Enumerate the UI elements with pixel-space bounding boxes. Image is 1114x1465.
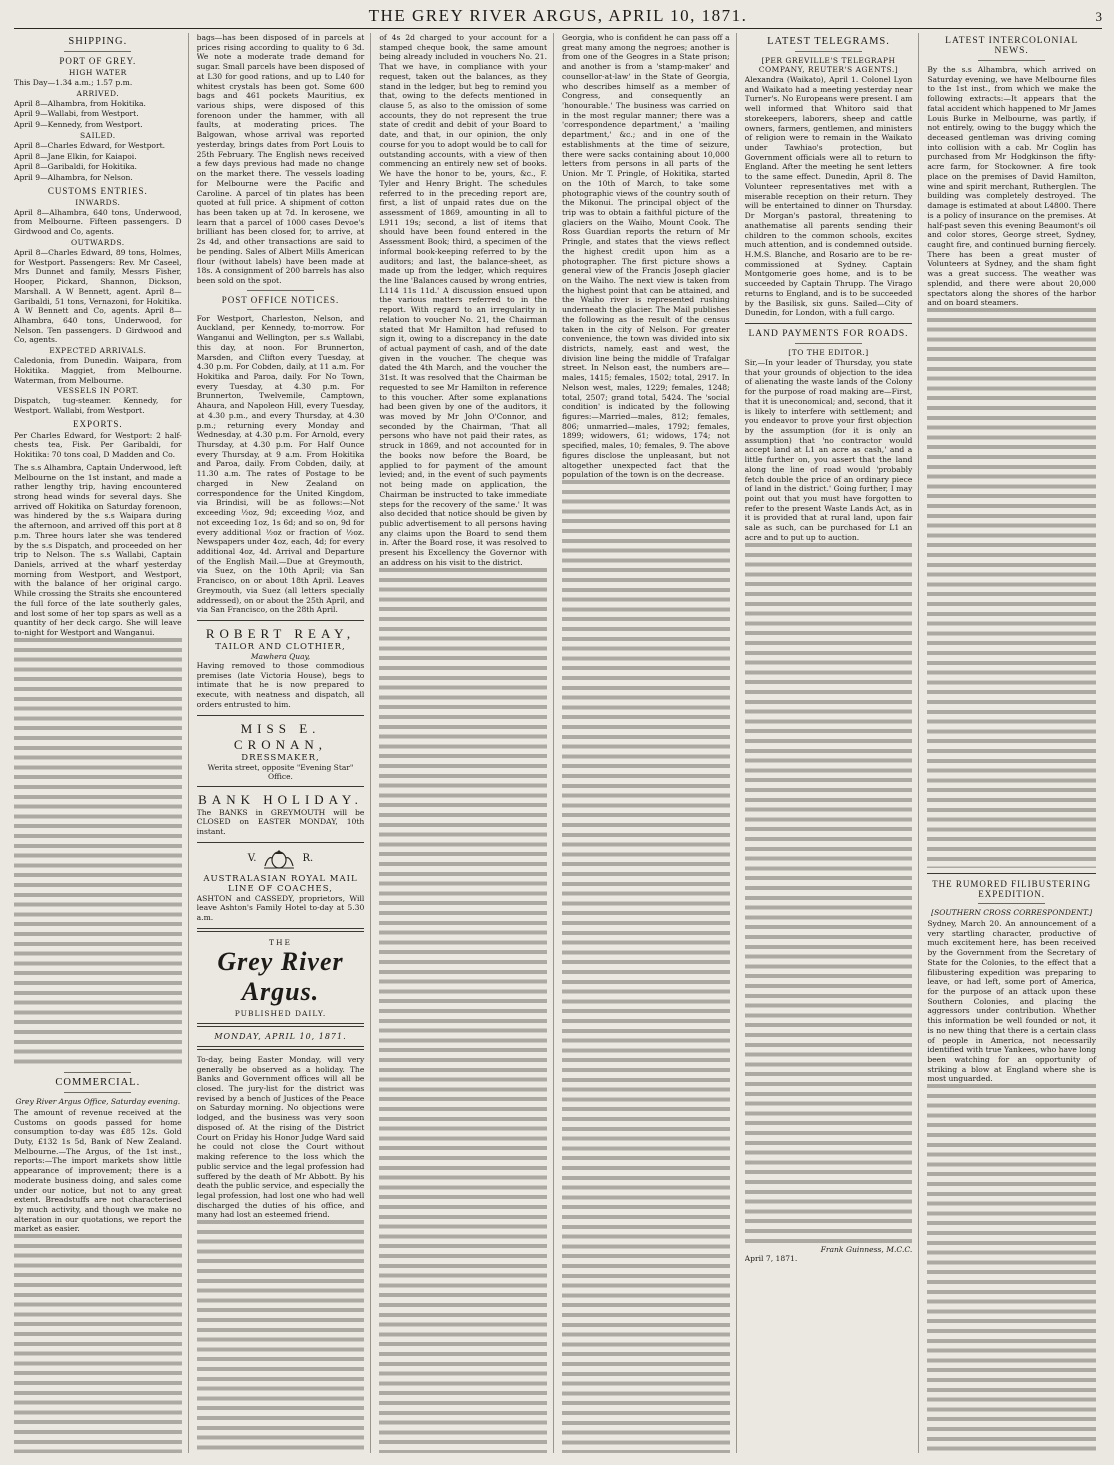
column-4 bbox=[562, 33, 737, 1453]
divider bbox=[745, 323, 913, 324]
intercolonial-heading: LATEST INTERCOLONIAL NEWS. bbox=[945, 36, 1079, 56]
high-water-heading: HIGH WATER bbox=[68, 68, 127, 77]
arrived-heading: ARRIVED. bbox=[76, 88, 120, 98]
filibuster-source: [SOUTHERN CROSS CORRESPONDENT.] bbox=[931, 907, 1093, 917]
telegrams-heading: LATEST TELEGRAMS. bbox=[767, 36, 890, 47]
divider bbox=[795, 51, 862, 52]
paper-title bbox=[197, 938, 365, 1007]
inwards-heading: INWARDS. bbox=[75, 197, 121, 207]
vessels-text: Dispatch, tug-steamer. Kennedy, for Westport. Wallabi, from Westport. bbox=[14, 396, 182, 415]
commercial-heading: COMMERCIAL. bbox=[55, 1076, 141, 1088]
high-water-times: This Day—1.34 a.m.; 1.57 p.m. bbox=[14, 78, 133, 87]
shipping-story: The s.s Alhambra, Captain Underwood, left Melbourne on the 1st instant, and made a rather lengthy trip, having encountered strong head winds for several days. She arrived off Hokitika on Saturday forenoon, was hindered by the s.s Waipara during the afternoon, and arrived off this port at 8 p.m. Three hours later she was tendered by the s.s Dispatch, and proceeded on her trip to Nelson. The s.s Wallabi, Captain Daniels, arrived at the wharf yesterday morning from Westport, and Westport, with the balance of her original cargo. While crossing the Straits she encountered the full force of the late southerly gales, and lost some of her top spars as well as a quantity of her deck cargo. She will leave to-night for Westport and Wanganui. bbox=[14, 462, 182, 638]
port-heading: PORT OF GREY. bbox=[59, 56, 137, 66]
post-office-text: For Westport, Charleston, Nelson, and Auckland, per Kennedy, to-morrow. For Wanganui and Wellington, per s.s Wallabi, this day, at noon. For Brunnerton, Marsden, and Clifton every Tuesday, at 4.30 p.m. For Cobden, daily, at 11 a.m. For Hokitika and Paroa, daily. For No Town, every Tuesday, at 4.30 p.m. For Brunnerton, Twelvemile, Camptown, Ahaura, and Napoleon Hill, every Tuesday, at 4.30 p.m., and every Thursday, at 4.30 p.m.; returning every Monday and Wednesday, at 4.30 p.m. For Arnold, every Thursday, at 4.30 p.m. For Half Ounce every Thursday, at 9 a.m. From Hokitika and Paroa, daily. From Cobden, daily, at 11.30 a.m. The rates of Postage to be charged in New Zealand on correspondence for the United Kingdom, via Brindisi, will be as follows:—Not exceeding ½oz, 9d; exceeding ½oz, and not exceeding 1oz, 1s 6d; and so on, 9d for every additional ½oz or fraction of ½oz. Newspapers under 4oz, each, 4d; for every additional 4oz, 4d. Arrival and Departure of the English Mail.—Due at Greymouth, via Suez, on the 10th April; via San Francisco, on or about 18th April. Leaves Greymouth, via Suez (all letters specially addressed), on or about the 25th April, and via San Francisco, on the 28th April. bbox=[196, 313, 365, 615]
issue-date: MONDAY, APRIL 10, 1871. bbox=[214, 1031, 347, 1041]
letter-signature: Frank Guinness, M.C.C. bbox=[820, 1244, 913, 1254]
divider bbox=[197, 715, 365, 716]
divider bbox=[247, 290, 314, 291]
letter-date: April 7, 1871. bbox=[744, 1253, 798, 1263]
land-payments-continued bbox=[745, 543, 913, 1243]
masthead bbox=[14, 6, 1102, 29]
ad-name: BANK HOLIDAY. bbox=[198, 791, 363, 807]
exports-heading: EXPORTS. bbox=[72, 418, 123, 429]
divider bbox=[795, 343, 862, 344]
column-2 bbox=[197, 33, 372, 1453]
ad-body: Having removed to those commodious premises (late Victoria House), begs to intimate that he is now prepared to execute, with neatness and dispatch, all orders entrusted to him. bbox=[196, 660, 365, 709]
divider bbox=[197, 620, 365, 621]
divider bbox=[64, 1092, 131, 1093]
divider bbox=[197, 1046, 365, 1050]
news-items-continued bbox=[562, 480, 730, 1453]
masthead-title: THE GREY RIVER ARGUS, APRIL 10, 1871. bbox=[368, 6, 748, 25]
land-payments-letter: Sir,—In your leader of Thursday, you state that your grounds of objection to the idea of alienating the waste lands of the Colony for the purpose of road making are—First, that it is uneconomical; and, second, that it is likely to interfere with settlement; and you endeavor to prove your first objection by the assumption (for it is only an assumption) that 'no contractor would accept land at L1 an acre as cash,' and a little further on, you assert that the land along the line of road would 'probably fetch double the price of an ordinary piece of land in the district.' Going further, I may point out that you must have forgotten to refer to the present Waste Lands Act, as in it is provided that at rural land, upon fair sale as such, can be purchased for L1 an acre and to put up to auction. bbox=[744, 357, 913, 542]
royal-crest bbox=[197, 848, 365, 870]
divider bbox=[978, 60, 1045, 61]
filibuster-text: Sydney, March 20. An announcement of a very startling character, productive of much excitement here, has been received by the Government from the Secretary of State for the Colonies, to the effect that a filibustering expedition was preparing to leave, or had left, some port of America, for the purpose of an attack upon these Southern Colonies, and placing the aggressors under contribution. Whether this information be well founded or not, it is no new thing that there is a certain class of people in America, not necessarily identified with true Yankees, who have long been watching for an opportunity of striking a blow at England where she is most unguarded. bbox=[927, 918, 1096, 1084]
divider bbox=[247, 309, 314, 310]
inwards-text: April 8—Alhambra, 640 tons, Underwood, from Melbourne. Fifteen passengers. D Girdwood and Co, agents. bbox=[14, 207, 182, 237]
divider bbox=[197, 928, 365, 932]
column-6 bbox=[927, 33, 1102, 1453]
advertisement-coaches bbox=[197, 874, 365, 923]
exports-text: Per Charles Edward, for Westport: 2 half-chests tea, Fisk. Per Garibaldi, for Hokitika: 70 tons coal, D Madden and Co. bbox=[14, 430, 182, 460]
post-office-heading: POST OFFICE NOTICES. bbox=[221, 294, 340, 305]
vessels-heading: VESSELS IN PORT. bbox=[56, 386, 139, 396]
advertisement-bank-holiday bbox=[197, 792, 365, 837]
list-item: April 8—Garibaldi, for Hokitika. bbox=[14, 162, 137, 172]
list-item: April 8—Charles Edward, for Westport. bbox=[14, 140, 166, 150]
intercolonial-continued bbox=[927, 308, 1096, 868]
ad-name: ROBERT REAY, bbox=[205, 625, 356, 641]
intercolonial-text: By the s.s Alhambra, which arrived on Saturday evening, we have Melbourne files to the 1st inst., from which we make the following extracts:—It appears that the fatal accident which happened to Mr James Louis Burke in Melbourne, was partly, if not entirely, owing to the buggy which the deceased gentleman was driving coming into collision with a cab. Mr Coglin has purchased from Mr Hodgkinson the fifty-acre farm, for Stockowner. A fire took place on the premises of David Hamilton, wine and spirit merchant, Rutherglen. The building was completely destroyed. The damage is estimated at about L4800. There is a policy of insurance on the premises. At half-past seven this evening Beaumont's oil and color stores, George street, Sydney, caught fire, and continued burning fiercely. There has been a great muster of Volunteers at Sydney, and the sham fight was a great success. The weather was splendid, and there were about 20,000 spectators along the shores of the harbor and on board steamers. bbox=[927, 65, 1096, 308]
divider bbox=[197, 1023, 365, 1027]
list-item: April 9—Wallabi, from Westport. bbox=[14, 109, 139, 119]
editorial-text: To-day, being Easter Monday, will very generally be observed as a holiday. The Banks and Government offices will all be closed. The jury-list for the district was revised by a bench of Justices of the Peace on Saturday morning. No objections were lodged, and the business was very soon disposed of. At the rising of the District Court on Friday his Honor Judge Ward said he could not close the Court without making reference to the loss which the public service and the legal profession had suffered by the death of Mr Abbott. By his death the public service, and especially the legal profession, had lost one who had well discharged the duties of his office, and many had lost an esteemed friend. bbox=[196, 1054, 365, 1220]
list-item: April 9—Kennedy, from Westport. bbox=[14, 120, 143, 130]
land-payments-heading: LAND PAYMENTS FOR ROADS. bbox=[748, 328, 909, 339]
divider bbox=[197, 842, 365, 843]
commercial-continued bbox=[14, 1234, 182, 1453]
ad-name: AUSTRALASIAN ROYAL MAIL LINE OF COACHES, bbox=[203, 873, 358, 894]
paper-title-the: THE bbox=[268, 937, 292, 947]
divider bbox=[64, 1072, 131, 1073]
commercial-text: The amount of revenue received at the Customs on goods passed for home consumption to-day was £85 12s. Gold Duty, £132 1s 5d, Bank of New Zealand. Melbourne.—The Argus, of the 1st inst., reports:—The import markets show little appearance of improvement; there is a moderate business doing, and sales come under our notice, but not to any great extent. Breadstuffs are not characterised by much activity, and though we make no alteration in our quotations, we report the market as easier. bbox=[14, 1107, 182, 1234]
divider bbox=[978, 903, 1045, 904]
published-daily: PUBLISHED DAILY. bbox=[234, 1008, 327, 1018]
ad-place: Mawhera Quay, bbox=[250, 651, 311, 661]
advertisement-cronan bbox=[197, 721, 365, 781]
divider bbox=[197, 786, 365, 787]
commercial-place: Grey River Argus Office, Saturday evening. bbox=[15, 1096, 181, 1106]
filibuster-continued bbox=[927, 1084, 1096, 1453]
outwards-heading: OUTWARDS. bbox=[71, 237, 125, 247]
ad-place: Werita street, opposite "Evening Star" Office. bbox=[207, 762, 354, 781]
expected-text: Caledonia, from Dunedin. Waipara, from Hokitika. Maggiet, from Melbourne. Waterman, from Melbourne. bbox=[14, 356, 182, 385]
royal-coat-of-arms-icon bbox=[262, 848, 296, 870]
list-item: April 8—Alhambra, from Hokitika. bbox=[14, 98, 146, 108]
editorial-continued bbox=[197, 1220, 365, 1453]
arrived-list bbox=[14, 99, 182, 130]
ad-trade: DRESSMAKER, bbox=[241, 752, 320, 763]
shipping-heading: SHIPPING. bbox=[68, 36, 128, 47]
land-payments-sub: [TO THE EDITOR.] bbox=[788, 347, 869, 357]
road-board-report: of 4s 2d charged to your account for a stamped cheque book, the same amount being already included in vouchers No. 21. That we have, in compliance with your request, taken out the balances, as they stand in the ledger, but beg to remind you that, owing to the defects mentioned in clause 5, as also to the omission of some accounts, they do not represent the true state of credit and debit of your Board to date, and that, in our opinion, the only course for you to adopt would be to call for outstanding accounts, with a view of then commencing an entirely new set of books. We have the honor to be, yours, &c., F. Tyler and Henry Bright. The schedules referred to in the preceding report are, first, a list of unpaid rates due on the assessment of 1869, amounting in all to L911 19s; second, a list of items that should have been found entered in the Assessment Book; third, a specimen of the informal book-keeping referred to by the auditors; and last, the balance-sheet, as made up from the ledger, which requires the line 'Balances caused by wrong entries, L114 11s 11d.' A discussion ensued upon the various matters referred to in the report. With regard to an irregularity in relation to voucher No. 21, the Chairman stated that Mr Hamilton had refused to sign it, owing to a discrepancy in the date of actual payment of cash, and of the date given in the voucher. The cheque was dated the 4th March, and the voucher the 31st. It was resolved that the Chairman be requested to see Mr Hamilton in reference to this voucher. After some explanations had been given by one of the auditors, it was moved by Mr John O'Connor, and seconded by the Chairman, 'That all persons who have not paid their rates, as struck in 1869, and not accounted for in the books now before the Board, be applied to for payment of the amount levied; and, in the event of such payments not being made on application, the Chairman be instructed to take immediate steps for the recovery of the same.' It was also decided that notice should be given by public advertisement to all persons having any claims upon the Board to send them in. After the Board rose, it was resolved to present his Excellency the Governor with an address on his visit to the district. bbox=[379, 33, 548, 567]
filibuster-heading: THE RUMORED FILIBUSTERING EXPEDITION. bbox=[932, 878, 1092, 899]
divider bbox=[927, 873, 1096, 874]
page-number: 3 bbox=[1095, 9, 1102, 24]
telegrams-source: [PER GREVILLE'S TELEGRAPH COMPANY, REUTER'S AGENTS.] bbox=[758, 56, 899, 74]
sailed-heading: SAILED. bbox=[80, 130, 116, 140]
ad-body: ASHTON and CASSEDY, proprietors, Will leave Ashton's Family Hotel to-day at 5.30 a.m. bbox=[196, 893, 365, 923]
column-3 bbox=[379, 33, 554, 1453]
columns bbox=[14, 33, 1102, 1453]
advertisement-reay bbox=[197, 626, 365, 710]
news-items: Georgia, who is confident he can pass off a great many among the negroes; another is from one of the Geogres in a State prison; and another is from a 'stamp-maker' and counsellor-at-law' in the State of Georgia, who describes himself as a member of Congress, and consequently an 'honourable.' The business was carried on in the most regular manner; there was a 'correspondence department,' a 'mailing department,' &c.; and in one of the establishments at the time of seizure, there were sacks containing about 10,000 letters from persons in all parts of the Union. Mr T. Pringle, of Hokitika, started on the 10th of March, to take some photographic views of the country south of the Mikonui. The principal object of the trip was to obtain a faithful picture of the glaciers on the Waiho, Mount Cook. The Ross Guardian reports the return of Mr Pringle, and states that the views reflect the highest credit upon him as a photographer. The first picture shows a general view of the Francis Joseph glacier on the Waiho. The next view is taken from the highest point that can be attained, and the Waiho river is represented rushing underneath the glacier. The Mail publishes the following as the result of the census taken in the city of Nelson. For greater convenience, the town was divided into six districts, namely, east and west, the division line being the middle of Trafalgar street. In Nelson east, the numbers are—males, 1415; females, 1502; total, 2917. In Nelson west, males, 1229; females, 1248; total, 2507; grand total, 5424. The 'social condition' is indicated by the following figures:—Married—males, 812; females, 806; unmarried—males, 1792; females, 1899; widowers, 61; widows, 174; not specified, males, 10; females, 9. The above figures disclose the unpleasant, but not altogether unexpected fact that the population of the town is on the decrease. bbox=[562, 33, 730, 480]
ad-trade: TAILOR AND CLOTHIER, bbox=[215, 641, 346, 652]
paper-title-name: Grey River Argus. bbox=[217, 946, 344, 1006]
list-item: April 8—Jane Elkin, for Kaiapoi. bbox=[14, 151, 137, 161]
telegrams-text: Alexandra (Waikato), April 1. Colonel Lyon and Waikato had a meeting yesterday near Turner's. No Europeans were present. I am well informed that Whitoro said that storekeepers, laborers, sheep and cattle owners, farmers, gentlemen, and ministers of religion were to remain in the Waikato under Tawhiao's protection, but Government officials were all to return to England. After the meeting he sent letters to the same effect. Dunedin, April 8. The Volunteer representatives met with a miserable reception on their return. They will be entertained to dinner on Thursday. Dr Morgan's pastoral, threatening to anathematise all parents sending their children to the common schools, excites much attention, and is condemned outside. H.M.S. Blanche, and Rosario are to be re-commissioned at Sydney. Captain Montgomerie goes home, and is to be succeeded by Captain Thrupp. The Virago returns to England, and is to be succeeded by the Basilisk, six guns. Sailed—City of Dunedin, for London, with a full cargo. bbox=[744, 75, 913, 318]
ad-body: The BANKS in GREYMOUTH will be CLOSED on EASTER MONDAY, 10th instant. bbox=[196, 807, 365, 836]
list-item: April 9—Alhambra, for Nelson. bbox=[14, 173, 133, 183]
divider bbox=[64, 51, 131, 52]
market-story: bags—has been disposed of in parcels at prices rising according to quality to 6 3d. We note a moderate trade demand for sugar. Small parcels have been disposed of at L30 for good rations, and up to L40 for whitest crystals has been got. Some 600 bags and 461 pockets Mauritius, ex various ships, were disposed of this forenoon under the hammer, with all faults, at moderating prices. The Balgowan, whose arrival was reported yesterday, brings dates from Port Louis to 25th February. The English news received a few days previous had made no change on the market there. The vessels loading for Melbourne were the Pacific and Caroline. A parcel of tin plates has been quoted at full price. A shipment of cotton has been taken up at 7d. In kerosene, we learn that a parcel of 1000 cases Devoe's brilliant has been closed for, to arrive, at 2s 4d, and other transactions are said to be pending. Sales of Albert Mills American flour (without labels) have been made at 18s. A consignment of 200 barrels has also been sold on the spot. bbox=[196, 33, 365, 285]
shipping-story-continued bbox=[14, 638, 182, 1068]
sailed-list bbox=[14, 141, 182, 183]
crest-letter-r: R. bbox=[302, 853, 314, 865]
outwards-text: April 8—Charles Edward, 89 tons, Holmes, for Westport. Passengers: Rev. Mr Caseel, Mrs Dunnet and family, Messrs Fisher, Hooper, Pickard, Shannon, Dickson, Marshall. A W Bennett, agent. April 8—Garibaldi, 51 tons, Vernazoni, for Hokitika. A W Bennett and Co, agents. April 8—Alhambra, 640 tons, Underwood, for Nelson. Ten passengers. D Girdwood and Co, agents. bbox=[14, 247, 182, 345]
customs-heading: CUSTOMS ENTRIES. bbox=[47, 185, 148, 196]
column-1 bbox=[14, 33, 189, 1453]
column-5 bbox=[745, 33, 920, 1453]
crest-letter-v: V. bbox=[247, 853, 257, 865]
road-board-report-continued bbox=[379, 568, 547, 1453]
ad-name: MISS E. CRONAN, bbox=[233, 720, 328, 752]
expected-heading: EXPECTED ARRIVALS. bbox=[49, 346, 147, 356]
